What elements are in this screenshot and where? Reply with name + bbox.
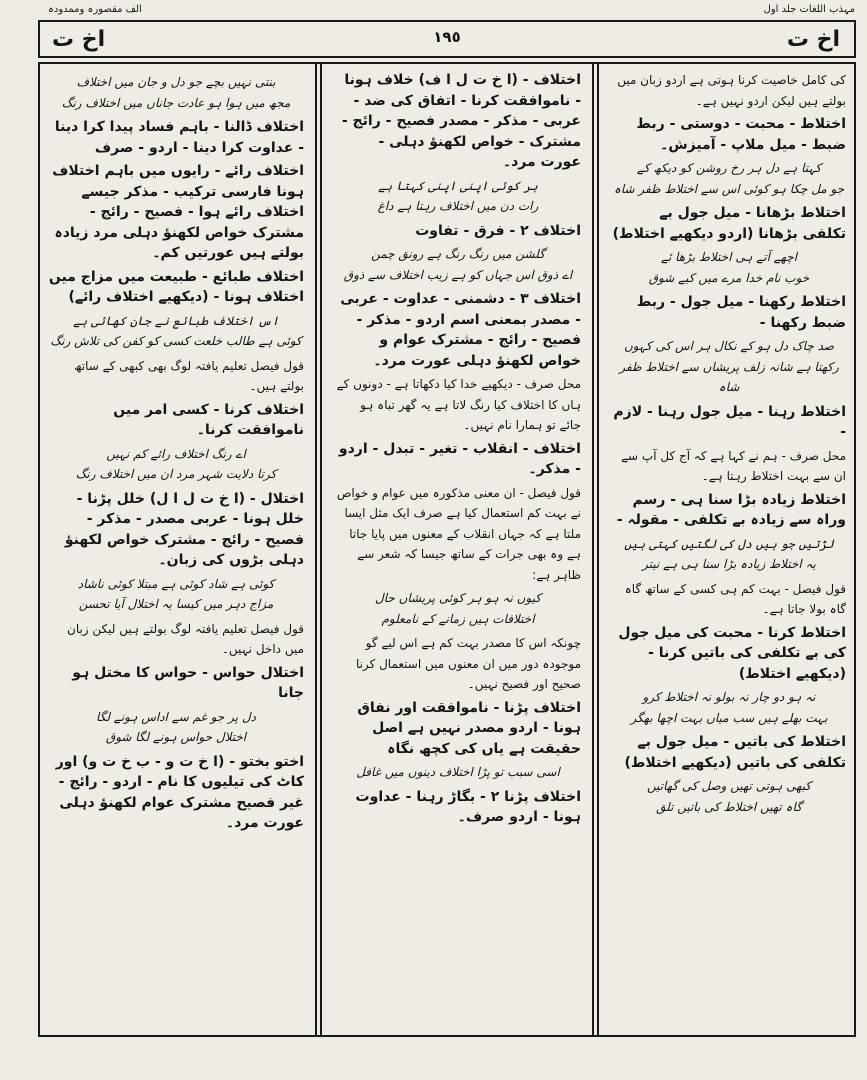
dictionary-entry: اختلاف پڑنا ٢ - بگاڑ رہنا - عداوت ہونا - اردو صرف۔ — [355, 788, 581, 825]
verse-couplet — [48, 707, 304, 748]
headword-left: اخ ت — [52, 27, 106, 52]
headword-right: اخ ت — [786, 27, 840, 52]
verse-line: کرتا دلایت شہر مرد ان میں اختلاف رنگ — [75, 467, 277, 481]
verse-couplet — [612, 687, 846, 728]
verse-line: کبھی ہوتی تھیں وصل کی گھاتیں — [647, 779, 811, 793]
running-head-right: مہذب اللغات جلد اول — [763, 4, 855, 15]
verse-line: گاہ تھیں اختلاط کی باتیں تلق — [656, 799, 802, 814]
verse-couplet — [335, 588, 581, 629]
entry-text: قول فیصل تعلیم یافتہ لوگ بھی کبھی کے ساتھ بولتے ہیں۔ — [74, 358, 304, 393]
dictionary-entry: اختلاط زیادہ بڑا سنا ہی - رسم وراہ سے زیادہ بے تکلفی - مقولہ - — [616, 491, 846, 528]
entry-text: محل صرف - ہم نے کہا ہے کہ آج کل آپ سے ان سے بہت اختلاط رہتا ہے۔ — [621, 448, 846, 483]
column-left — [40, 64, 312, 1035]
verse-couplet — [335, 244, 581, 285]
dictionary-entry: اختلاف کرنا - کسی امر میں ناموافقت کرنا۔ — [113, 401, 304, 438]
verse-line: اختلافات ہیں زمانے کے نامعلوم — [381, 611, 535, 626]
dictionary-entry: اختلاط - محبت - دوستی - ربط ضبط - میل ملاپ - آمیزش۔ — [636, 116, 846, 153]
column-divider — [320, 64, 322, 1035]
verse-line: جو مل چکا ہو کوئی اس سے اختلاط ظفر شاہ — [613, 181, 845, 196]
verse-line: بنتی نہیں بچے جو دل و جان میں اختلاف — [76, 75, 276, 89]
dictionary-entry: اختلاف ٢ - فرق - تفاوت — [415, 222, 581, 239]
verse-couplet — [612, 158, 846, 199]
verse-line: صد چاک دل ہو کے نکال ہر اس کی کہوں — [623, 339, 835, 353]
verse-line: یہ اختلاط زیادہ بڑا سنا ہی ہے نیتر — [642, 557, 816, 571]
verse-couplet — [335, 176, 581, 217]
verse-couplet — [48, 311, 304, 352]
dictionary-entry: اختلاط کرنا - محبت کی میل جول کی بے تکلفی کی باتیں کرنا - (دیکھیے اختلاط) — [618, 624, 846, 682]
dictionary-entry: اختلاف ٣ - دشمنی - عداوت - عربی - مصدر بمعنی اسم اردو - مذکر - فصیح - رائج - مشترک عوام و خواص لکھنؤ دہلی عورت مرد۔ — [340, 291, 581, 369]
verse-line: نہ ہو دو چار نہ بولو نہ اختلاط کرو — [642, 690, 816, 704]
verse-line: کہتا ہے دل ہر رخ روشن کو دیکھ کے — [636, 161, 822, 175]
running-head — [0, 2, 867, 18]
dictionary-entry: اختو بختو - (ا خ ت و - ب خ ت و) اور کاٹ کی تیلیوں کا نام - اردو - رائج - غیر فصیح مشترک عوام لکھنؤ دہلی عورت مرد۔ — [55, 753, 304, 831]
dictionary-entry: اختلاف - (ا خ ت ل ا ف) خلاف ہونا - ناموافقت کرنا - اتفاق کی ضد - عربی - مذکر - مصدر فصیح - رائج - مشترک - خواص لکھنؤ دہلی - عورت مرد۔ — [341, 72, 581, 170]
verse-line: رکھتا ہے شانہ زلف پریشاں سے اختلاط ظفر شاہ — [619, 359, 839, 394]
entry-text: قول فیصل - بہت کم ہی کسی کے ساتھ گاہ گاہ بولا جاتا ہے۔ — [624, 581, 846, 616]
column-middle — [327, 64, 589, 1035]
entry-text: قول فیصل تعلیم یافتہ لوگ بولتے ہیں لیکن زبان میں داخل نہیں۔ — [67, 621, 304, 656]
entry-text: محل صرف - دیکھیے خدا کیا دکھاتا ہے - دونوں کے ہاں کا اختلاف کیا رنگ لاتا ہے یہ گھر تباہ ہو جائے تو ہمارا نام نہیں۔ — [336, 377, 581, 432]
column-divider — [315, 64, 317, 1035]
verse-couplet — [612, 336, 846, 398]
verse-line: لڑتیں جو ہیں دل کی لگتیں کہتی ہیں — [624, 536, 834, 551]
dictionary-entry: اختلاف طبائع - طبیعت میں مزاج میں اختلاف ہونا - (دیکھیے اختلاف رائے) — [48, 268, 304, 305]
dictionary-entry: اختلاط رہنا - میل جول رہنا - لازم - — [613, 403, 846, 440]
entry-text: کی کامل خاصیت کرنا ہوتی ہے اردو زبان میں بولتے ہیں لیکن اردو نہیں ہے۔ — [617, 73, 846, 108]
verse-couplet — [612, 776, 846, 817]
verse-line: اس اختلاف طبائع نے جان کھائی ہے — [73, 313, 279, 328]
verse-line: اے رنگ اختلاف رائے کم نہیں — [106, 446, 246, 461]
verse-line: رات دن میں اختلاف رہتا ہے داغ — [377, 199, 539, 213]
verse-line: اسی سبب تو پڑا اختلاف دینوں میں غافل — [356, 765, 560, 779]
dictionary-entry: اختلاط بڑھانا - میل جول بے تکلفی بڑھانا (اردو دیکھیے اختلاط) — [612, 205, 846, 242]
column-divider — [592, 64, 594, 1035]
page-number: ١٩٥ — [433, 28, 461, 46]
verse-line: کوئی ہے شاد کوئی ہے مبتلا کوئی ناشاد — [77, 576, 275, 591]
verse-line: کیوں نہ ہو ہر کوئی پریشاں حال — [374, 591, 541, 605]
verse-couplet — [48, 574, 304, 615]
verse-couplet — [335, 762, 581, 783]
columns-frame — [38, 62, 856, 1037]
dictionary-entry: اختلال - (ا خ ت ل ا ل) خلل پڑنا - خلل ہونا - عربی مصدر - مذکر - فصیح - رائج - مشترک خواص لکھنؤ دہلی بڑوں کی زبان۔ — [64, 490, 304, 568]
dictionary-entry: اختلاط رکھنا - میل جول - ربط ضبط رکھنا - — [636, 294, 846, 331]
verse-couplet — [48, 72, 304, 113]
verse-couplet — [48, 444, 304, 485]
verse-line: بہت بھلے ہیں سب میاں بہت اچھا بھگر — [630, 710, 828, 725]
dictionary-entry: اختلاف ڈالنا - باہم فساد پیدا کرا دینا - عداوت کرا دینا - اردو - صرف — [54, 119, 304, 156]
verse-line: مجھ میں ہوا ہو عادت جاناں میں اختلاف رنگ — [61, 95, 291, 110]
dictionary-entry: اختلاف رائے - رایوں میں باہم اختلاف ہونا فارسی ترکیب - مذکر جیسے اختلاف رائے ہوا - فصیح - رائج - مشترک خواص لکھنؤ دہلی مرد زیادہ بولتے ہیں عورتیں کم۔ — [52, 163, 304, 261]
dictionary-entry: اختلاط کی باتیں - میل جول بے تکلفی کی باتیں (دیکھیے اختلاط) — [624, 734, 846, 771]
column-divider — [597, 64, 599, 1035]
dictionary-entry: اختلاف - انقلاب - تغیر - تبدل - اردو - مذکر۔ — [338, 440, 581, 477]
verse-line: ہر کوئی اپنی اپنی کہتا ہے — [378, 178, 538, 193]
entry-text: قول فیصل - ان معنی مذکورہ میں عوام و خواص نے بہت کم استعمال کیا ہے صرف ایک مثل ایسا ملتا ہے کہ جہاں انقلاب کے معنوں میں پایا جاتا ہے وہ بھی جرات کے ساتھ جیسا کہ شعر سے ظاہر ہے: — [336, 485, 581, 582]
verse-line: خوب نام خدا مرے میں کیے شوق — [648, 270, 810, 285]
running-head-left: الف مقصورہ وممدودہ — [48, 4, 142, 15]
column-right — [604, 64, 854, 1035]
verse-line: دل پر جو غم سے اداس ہونے لگا — [96, 709, 256, 724]
verse-line: گلشن میں رنگ رنگ ہے رونق چمن — [371, 247, 545, 261]
header-frame — [38, 20, 856, 58]
verse-line: اے ذوق اس جہاں کو ہے زیب اختلاف سے ذوق — [343, 267, 573, 282]
verse-line: کوئی ہے طالب خلعت کسی کو کفن کی تلاش رنگ — [50, 334, 302, 348]
verse-couplet — [612, 247, 846, 288]
dictionary-entry: اختلاف پڑنا - ناموافقت اور نفاق ہونا - اردو مصدر نہیں ہے اصل حقیقت ہے یاں کی کچھ نگاہ — [357, 699, 581, 757]
verse-couplet — [612, 534, 846, 575]
dictionary-entry: اختلال حواس - حواس کا مختل ہو جانا — [72, 664, 304, 701]
verse-line: اچھے آتے ہی اختلاط بڑھا ئے — [660, 250, 798, 264]
verse-line: مزاج دہر میں کیسا یہ اختلال آیا تحسن — [78, 597, 274, 611]
verse-line: اختلال حواس ہونے لگا شوق — [105, 730, 247, 744]
entry-text: چونکہ اس کا مصدر بہت کم ہے اس لیے گو موجودہ دور میں ان معنوں میں استعمال کرنا صحیح اور فصیح نہیں۔ — [355, 636, 581, 691]
